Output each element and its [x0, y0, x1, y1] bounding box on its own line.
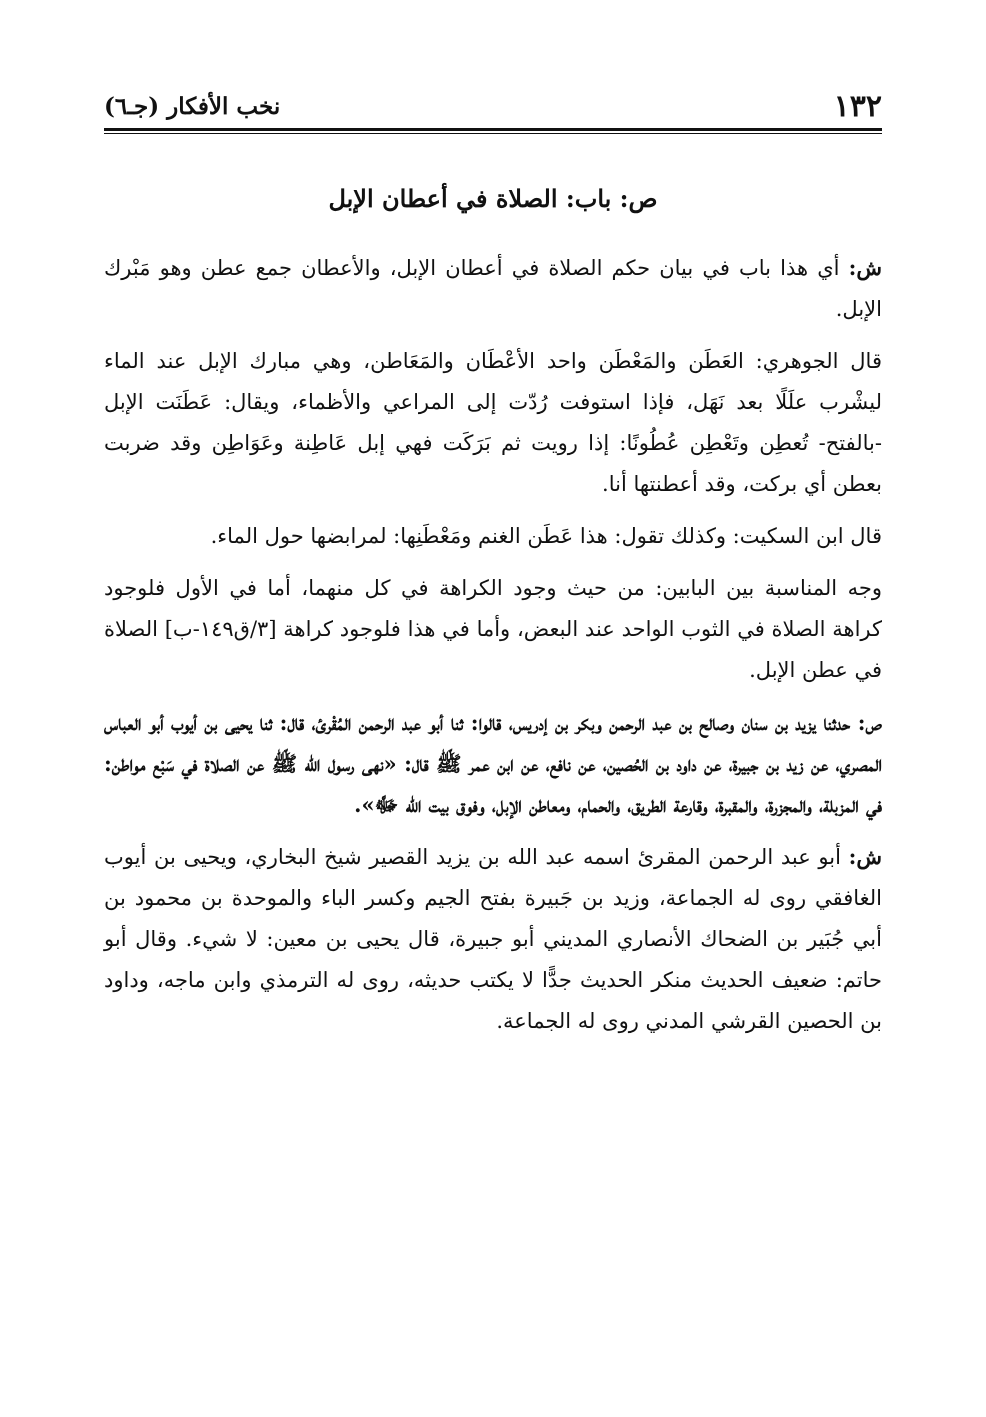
paragraph-sharh-narrators: [104, 836, 882, 1042]
paragraph-marker: ص:: [857, 710, 882, 735]
book-title: نخب الأفكار (جـ٦): [104, 93, 281, 120]
paragraph-marker: ش:: [848, 844, 882, 869]
paragraph-ibn-sikkit: [104, 516, 882, 557]
paragraph-sharh-intro: [104, 247, 882, 330]
paragraph-text: وجه المناسبة بين البابين: من حيث وجود الكراهة في كل منهما، أما في الأول فلوجود كراهة الصلاة في الثوب الواحد عند البعض، وأما في هذا فلوجود كراهة [٣/ق١٤٩-ب] الصلاة في عطن الإبل.: [104, 576, 883, 682]
header-rule-thick: [104, 128, 882, 131]
paragraph-text: أي هذا باب في بيان حكم الصلاة في أعطان الإبل، والأعطان جمع عطن وهو مَبْرك الإبل.: [104, 256, 882, 321]
paragraph-text: أبو عبد الرحمن المقرئ اسمه عبد الله بن يزيد القصير شيخ البخاري، ويحيى بن أيوب الغافقي روى له الجماعة، وزيد بن جَبيرة بفتح الجيم وكسر الباء والموحدة بن محمود بن أبي جُبَير بن الضحاك الأنصاري المديني أبو جبيرة، قال يحيى بن معين: لا شيء. وقال أبو حاتم: ضعيف الحديث منكر الحديث جدًّا لا يكتب حديثه، روى له الترمذي وابن ماجه، وداود بن الحصين القرشي المدني روى له الجماعة.: [104, 845, 882, 1033]
header-rule-thin: [104, 133, 882, 134]
paragraph-jawhari: [104, 341, 882, 505]
paragraph-hadith: [104, 702, 882, 825]
chapter-title: ص: باب: الصلاة في أعطان الإبل: [328, 184, 658, 213]
paragraph-marker: ش:: [848, 255, 882, 280]
paragraph-text: قال ابن السكيت: وكذلك تقول: هذا عَطَن الغنم ومَعْطَنِها: لمرابضها حول الماء.: [210, 524, 882, 548]
paragraph-text: قال الجوهري: العَطَن والمَعْطَن واحد الأعْطَان والمَعَاطن، وهي مبارك الإبل عند الماء ليشْرب علَلًا بعد نَهَل، فإذا استوفت رُدّت إلى المراعي والأظماء، ويقال: عَطَنَت الإبل -بالفتح- تُعطِن وتَعْطِن عُطُونًا: إذا رويت ثم بَرَكَت فهي إبل عَاطِنة وعَوَاطِن وقد ضربت بعطن أي بركت، وقد أعطنتها أنا.: [104, 349, 882, 496]
paragraph-text: حدثنا يزيد بن سنان وصالح بن عبد الرحمن وبكر بن إدريس، قالوا: ثنا أبو عبد الرحمن المُقْرئ، قال: ثنا يحيى بن أيوب أبو العباس المصري، عن زيد بن جبيرة، عن داود بن الحُصين، عن نافع، عن ابن عمر ﷺ قال: «نهى رسول الله ﷺ عن الصلاة في سَبْع مواطن: في المزبلة، والمجزرة، والمقبرة، وقارعة الطريق، والحمام، ومعاطن الإبل، وفوق بيت الله ﷻ».: [104, 710, 882, 817]
page-header: [104, 78, 882, 122]
paragraph-munasaba: [104, 568, 882, 691]
page-number: ١٣٢: [833, 89, 882, 124]
